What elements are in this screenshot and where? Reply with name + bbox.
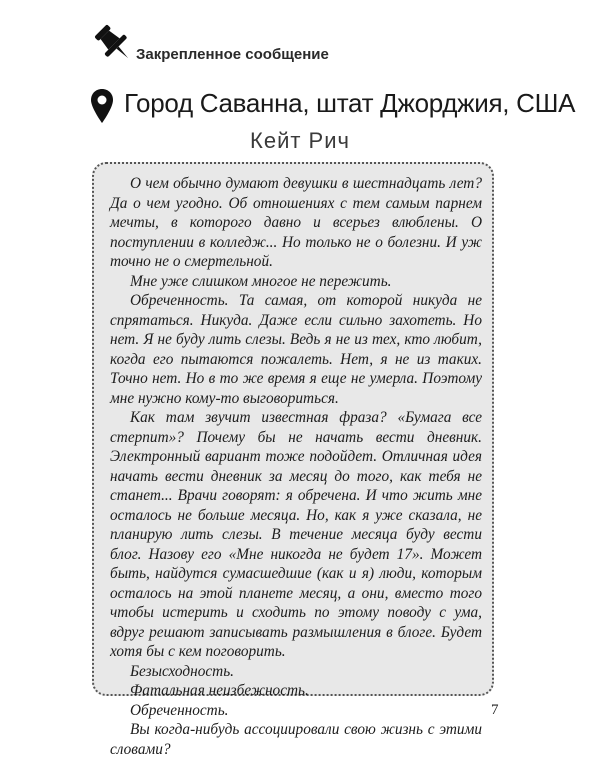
location-title: Город Саванна, штат Джорджия, США bbox=[124, 88, 576, 118]
paragraph: Мне уже слишком многое не пережить. bbox=[130, 272, 392, 290]
page-number: 7 bbox=[491, 702, 499, 718]
paragraph: Вы когда-нибудь ассоциировали свою жизнь с этими словами? bbox=[110, 721, 482, 758]
location-heading bbox=[90, 86, 576, 130]
pushpin-icon bbox=[92, 22, 136, 66]
paragraph: Как там звучит известная фраза? «Бумага все стерпит»? Почему бы не начать вести дневник. Электронный вариант тоже подойдет. Отличная идея начать вести дневник за месяц до того, как тебя не станет... Врачи говорят: я обречена. И что жить мне осталось не больше месяца. Но, как я уже сказала, не планирую лить слезы. В течение месяца буду вести блог. Назову его «Мне никогда не будет 17». Может быть, найдутся сумасшедшие (как и я) люди, которым осталось на этой планете месяц, а они, вместо того чтобы истерить и сходить по этому поводу с ума, вдруг решают записывать размышления в блоге. Будет хотя бы с кем поговорить. bbox=[110, 409, 482, 660]
paragraph: Безысходность. bbox=[130, 662, 234, 680]
paragraph: Обреченность. bbox=[130, 701, 229, 719]
pinned-message-label: Закрепленное сообщение bbox=[136, 46, 329, 63]
paragraph: О чем обычно думают девушки в шестнадцать лет? Да о чем угодно. Об отношениях с тем самым парнем мечты, в которого давно и всерьез влюблены. О поступлении в колледж... Но только не о болезни. И уж точно не о смертельной. bbox=[110, 175, 482, 270]
paragraph: Обреченность. Та самая, от которой никуда не спрятаться. Никуда. Даже если сильно захотеть. Но нет. Я не буду лить слезы. Ведь я не из тех, кто любит, когда его пытаются пожалеть. Нет, я не из таких. Точно нет. Но в то же время я еще не умерла. Поэтому мне нужно кому-то выговориться. bbox=[110, 292, 482, 407]
author-name: Кейт Рич bbox=[250, 128, 350, 153]
paragraph: Фатальная неизбежность. bbox=[130, 682, 309, 699]
diary-text-box bbox=[92, 162, 494, 758]
location-marker-icon bbox=[90, 88, 114, 124]
